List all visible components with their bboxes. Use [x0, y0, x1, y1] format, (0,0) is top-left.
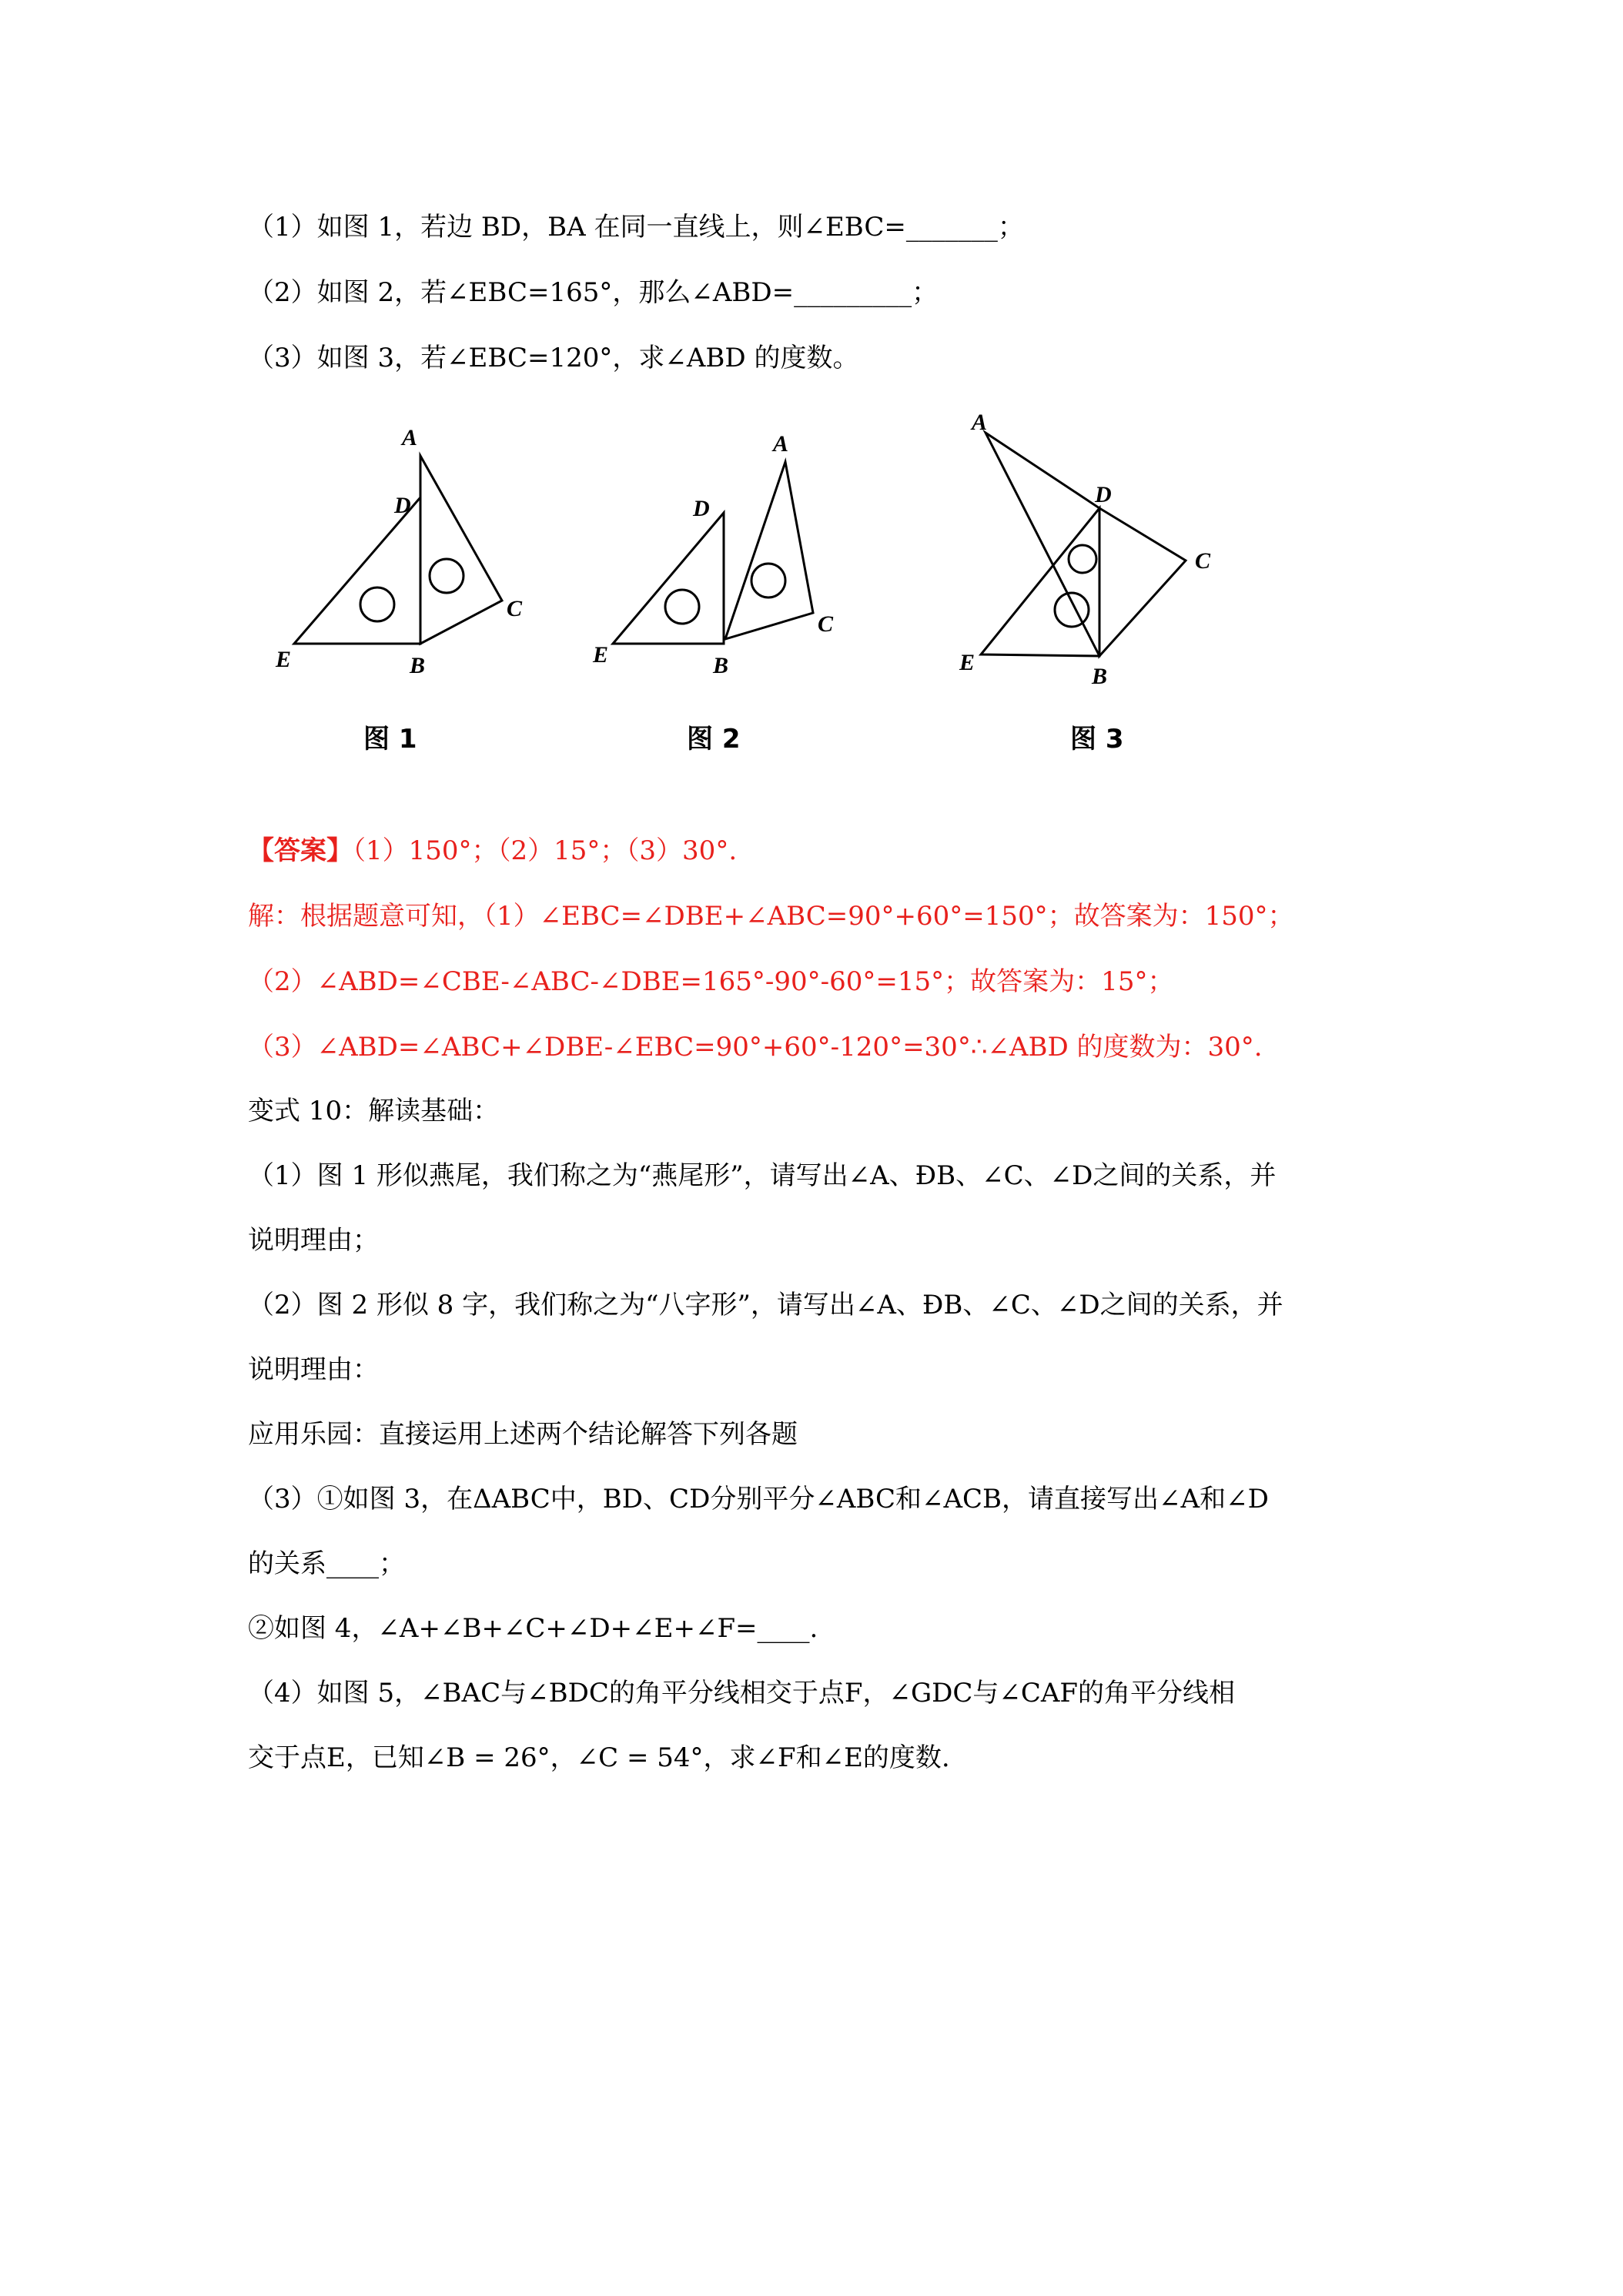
fig2-label-d: D	[693, 496, 710, 521]
variant-part1-line1: （1）图 1 形似燕尾，我们称之为“燕尾形”，请写出∠A、ÐB、∠C、∠D之间的关系，并	[248, 1160, 1277, 1191]
fig2-label-e: E	[593, 642, 609, 668]
question-1: （1）如图 1，若边 BD，BA 在同一直线上，则∠EBC=_______；	[248, 212, 1024, 243]
fig1-label-e: E	[276, 647, 292, 672]
fig1-label-a: A	[402, 425, 418, 450]
variant-title: 变式 10：解读基础：	[248, 1096, 500, 1126]
variant-part3-line2: 的关系____；	[248, 1548, 405, 1579]
variant-part4-line1: （4）如图 5，∠BAC与∠BDC的角平分线相交于点F，∠GDC与∠CAF的角平分线相	[248, 1678, 1236, 1709]
fig1-label-b: B	[410, 653, 426, 678]
solution-2: （2）∠ABD=∠CBE-∠ABC-∠DBE=165°-90°-60°=15°；故答案为：15°；	[248, 966, 1174, 997]
answer-summary-line	[248, 832, 1403, 870]
question-3: （3）如图 3，若∠EBC=120°，求∠ABD 的度数。	[248, 343, 859, 373]
solution-1: 解：根据题意可知，（1）∠EBC=∠DBE+∠ABC=90°+60°=150°；故答案为：150°；	[248, 901, 1294, 932]
fig2-label-b: B	[713, 653, 729, 678]
fig3-label-b: B	[1092, 664, 1108, 689]
fig1-label-c: C	[507, 596, 523, 621]
figure-1-diagram	[254, 408, 531, 685]
apply-heading: 应用乐园：直接运用上述两个结论解答下列各题	[248, 1419, 798, 1450]
fig2-label-c: C	[818, 611, 834, 637]
answer-summary: （1）150°；（2）15°；（3）30°.	[353, 835, 738, 866]
figure-3-diagram	[947, 408, 1255, 701]
figure-2-caption: 图 2	[687, 724, 741, 755]
fig3-label-d: D	[1095, 482, 1112, 507]
variant-part3-line3: ②如图 4，∠A+∠B+∠C+∠D+∠E+∠F=____.	[248, 1613, 818, 1644]
answer-tag: 【答案】	[248, 835, 353, 866]
solution-3: （3）∠ABD=∠ABC+∠DBE-∠EBC=90°+60°-120°=30°∴∠ABD 的度数为：30°.	[248, 1032, 1263, 1063]
figure-2-diagram	[577, 408, 855, 685]
figures-row	[254, 408, 1255, 778]
fig3-label-a: A	[972, 410, 988, 435]
variant-part1-line2: 说明理由；	[248, 1225, 379, 1256]
variant-part2-line1: （2）图 2 形似 8 字，我们称之为“八字形”，请写出∠A、ÐB、∠C、∠D之间的关系，并	[248, 1290, 1283, 1320]
figure-3-caption: 图 3	[1070, 724, 1124, 755]
question-2: （2）如图 2，若∠EBC=165°，那么∠ABD=_________；	[248, 277, 939, 308]
fig1-label-d: D	[394, 493, 411, 518]
fig2-label-a: A	[773, 431, 789, 457]
variant-part3-line1: （3）①如图 3，在ΔABC中，BD、CD分别平分∠ABC和∠ACB，请直接写出∠A和∠D	[248, 1484, 1269, 1514]
variant-part4-line2: 交于点E，已知∠B = 26°，∠C = 54°，求∠F和∠E的度数.	[248, 1742, 950, 1773]
figure-1-caption: 图 1	[363, 724, 417, 755]
fig3-label-c: C	[1195, 548, 1211, 574]
variant-part2-line2: 说明理由：	[248, 1354, 379, 1385]
fig3-label-e: E	[959, 650, 975, 675]
